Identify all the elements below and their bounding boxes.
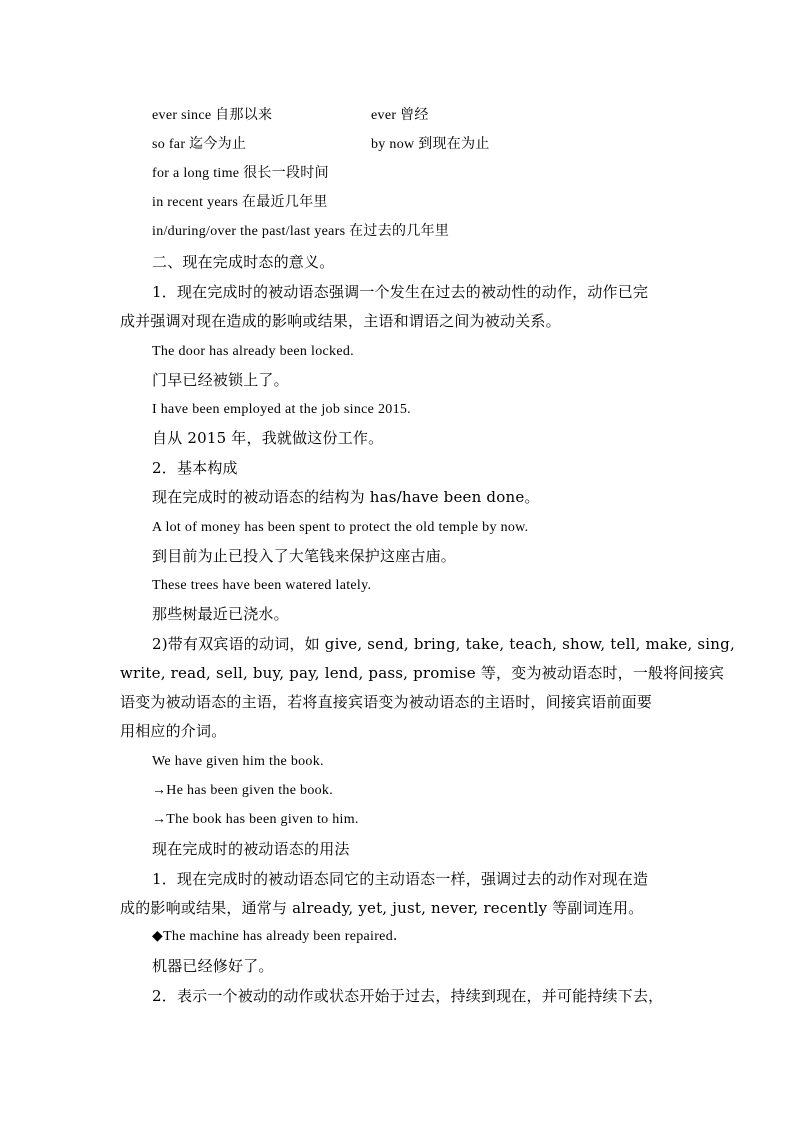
paragraph-usage-line-1: 1．现在完成时的被动语态同它的主动语态一样，强调过去的动作对现在造	[152, 870, 649, 888]
section-heading-usage: 现在完成时的被动语态的用法	[152, 840, 350, 858]
vocab-ever: ever 曾经	[371, 108, 429, 123]
vocab-for-a-long-time: for a long time 很长一段时间	[152, 166, 329, 181]
vocab-in-during-over: in/during/over the past/last years 在过去的几年里	[152, 224, 450, 239]
paragraph-meaning-line-2: 成并强调对现在造成的影响或结果，主语和谓语之间为被动关系。	[120, 312, 561, 330]
example-zh-door: 门早已经被锁上了。	[152, 371, 289, 389]
section-heading-meaning: 二、现在完成时态的意义。	[152, 253, 335, 271]
example-zh-money: 到目前为止已投入了大笔钱来保护这座古庙。	[152, 547, 457, 565]
example-en-machine: ◆The machine has already been repaired．	[152, 929, 408, 944]
example-en-given-he: →He has been given the book.	[152, 783, 334, 798]
section-heading-structure: 2．基本构成	[152, 459, 238, 477]
example-zh-machine: 机器已经修好了。	[152, 957, 274, 975]
vocab-ever-since: ever since 自那以来	[152, 108, 273, 123]
paragraph-usage-line-2: 成的影响或结果，通常与 already, yet, just, never, recently 等副词连用。	[120, 899, 644, 917]
vocab-in-recent-years: in recent years 在最近几年里	[152, 195, 328, 210]
vocab-by-now: by now 到现在为止	[371, 137, 490, 152]
paragraph-double-object-line-1: 2)带有双宾语的动词，如 give, send, bring, take, teach, show, tell, make, sing,	[152, 635, 735, 653]
example-zh-employed: 自从 2015 年，我就做这份工作。	[152, 429, 384, 447]
paragraph-double-object-line-3: 语变为被动语态的主语，若将直接宾语变为被动语态的主语时，间接宾语前面要	[120, 693, 653, 711]
structure-description: 现在完成时的被动语态的结构为 has/have been done。	[152, 488, 540, 506]
paragraph-double-object-line-2: write, read, sell, buy, pay, lend, pass, promise 等，变为被动语态时，一般将间接宾	[120, 664, 725, 682]
example-en-money: A lot of money has been spent to protect the old temple by now.	[152, 520, 529, 535]
paragraph-double-object-line-4: 用相应的介词。	[120, 722, 227, 740]
example-en-employed: I have been employed at the job since 2015.	[152, 402, 411, 417]
example-en-given: We have given him the book.	[152, 754, 324, 769]
paragraph-usage-2-line-1: 2．表示一个被动的动作或状态开始于过去，持续到现在，并可能持续下去，	[152, 987, 664, 1005]
example-zh-trees: 那些树最近已浇水。	[152, 605, 289, 623]
paragraph-meaning-line-1: 1．现在完成时的被动语态强调一个发生在过去的被动性的动作，动作已完	[152, 283, 649, 301]
vocab-so-far: so far 迄今为止	[152, 137, 247, 152]
example-en-given-book: →The book has been given to him.	[152, 812, 359, 827]
example-en-trees: These trees have been watered lately.	[152, 578, 372, 593]
example-en-door: The door has already been locked.	[152, 344, 354, 359]
